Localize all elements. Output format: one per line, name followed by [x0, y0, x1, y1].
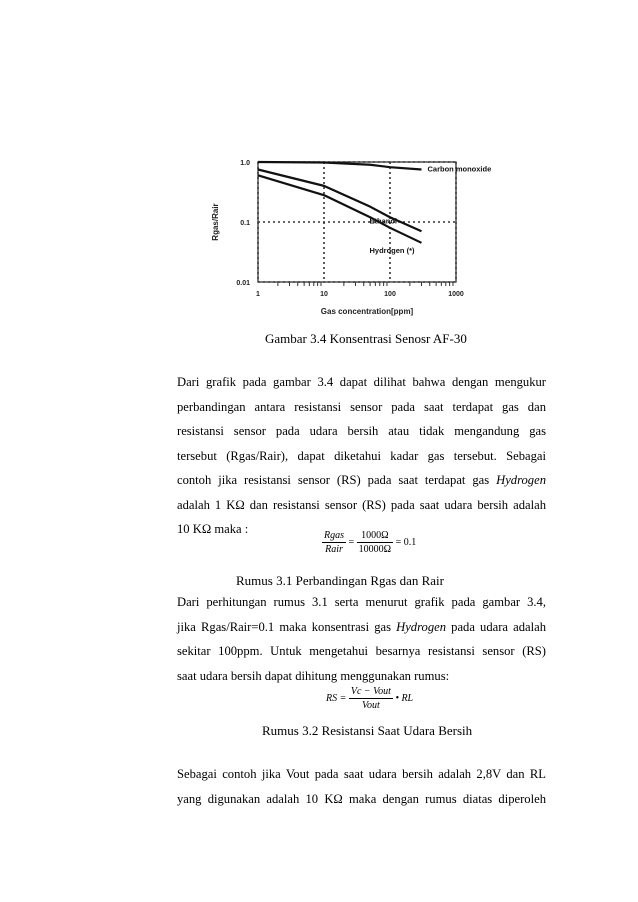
formula1-rair: Rair [325, 544, 343, 555]
x-tick-label: 1 [256, 291, 260, 298]
para1-hydrogen-emphasis: Hydrogen [496, 473, 546, 487]
formula-2 [326, 686, 413, 711]
para2-line-2 [177, 615, 546, 640]
formula1-caption: Rumus 3.1 Perbandingan Rgas dan Rair [236, 573, 444, 588]
formula2-denominator: Vout [362, 700, 380, 711]
formula1-left-fraction [322, 530, 346, 555]
formula2-rhs: • RL [395, 692, 414, 704]
y-tick-label: 0.01 [236, 280, 250, 287]
para1-line-1: Dari grafik pada gambar 3.4 dapat dilihat bahwa dengan mengukur [177, 375, 546, 389]
paragraph-3 [177, 762, 546, 811]
paragraph-2 [177, 590, 546, 688]
para2-line-4: saat udara bersih dapat dihitung menggunakan rumus: [177, 668, 450, 683]
para1-line-5-text: contoh jika resistansi sensor (RS) pada saat terdapat gas [177, 473, 490, 487]
para3-line-2: yang digunakan adalah 10 KΩ maka dengan rumus diatas diperoleh [177, 791, 546, 806]
para1-line-7: 10 KΩ maka : [177, 522, 249, 536]
para1-line-3: resistansi sensor pada udara bersih atau tidak mengandung gas [177, 424, 546, 438]
para1-line-4: tersebut (Rgas/Rair), dapat diketahui kadar gas tersebut. Sebagai [177, 448, 546, 463]
para2-line-2-before: jika Rgas/Rair=0.1 maka konsentrasi gas [177, 619, 391, 634]
y-tick-label: 1.0 [240, 160, 250, 167]
formula1-numerator: 1000Ω [357, 530, 393, 543]
series-label-2: Ethanol [369, 216, 397, 226]
para1-line-6: adalah 1 KΩ dan resistansi sensor (RS) pada saat udara bersih adalah [177, 497, 546, 512]
para1-line-2: perbandingan antara resistansi sensor pada saat terdapat gas dan [177, 399, 546, 414]
figure-caption: Gambar 3.4 Konsentrasi Senosr AF-30 [265, 331, 467, 346]
x-tick-label: 100 [384, 291, 396, 298]
para2-hydrogen-emphasis: Hydrogen [396, 619, 447, 634]
formula1-rgas: Rgas [324, 530, 344, 541]
para2-line-3: sekitar 100ppm. Untuk mengetahui besarnya resistansi sensor (RS) [177, 644, 546, 658]
formula-1 [322, 530, 416, 555]
para1-line-5 [177, 468, 546, 493]
chart-svg [196, 126, 492, 326]
y-axis-label: Rgas/Rair [211, 203, 220, 241]
series-line-3 [258, 175, 421, 242]
formula2-lhs: RS = [326, 692, 347, 704]
series-label-3: Hydrogen (*) [369, 245, 415, 255]
para3-line-1: Sebagai contoh jika Vout pada saat udara bersih adalah 2,8V dan RL [177, 767, 546, 781]
series-line-1 [258, 162, 421, 169]
x-tick-label: 1000 [448, 291, 464, 298]
formula2-caption: Rumus 3.2 Resistansi Saat Udara Bersih [262, 723, 473, 738]
para2-line-2-after: pada udara adalah [451, 619, 546, 634]
formula2-fraction [349, 686, 393, 711]
x-tick-label: 10 [320, 291, 328, 298]
sensor-chart [196, 126, 492, 326]
formula1-denominator: 10000Ω [358, 544, 392, 555]
paragraph-1 [177, 370, 546, 542]
plot-frame [258, 162, 456, 282]
formula1-right-fraction [357, 530, 393, 555]
formula1-equals: = [348, 536, 355, 548]
para2-line-1: Dari perhitungan rumus 3.1 serta menurut grafik pada gambar 3.4, [177, 595, 546, 609]
x-axis-label: Gas concentration[ppm] [320, 307, 414, 316]
formula1-result: = 0.1 [395, 536, 417, 548]
y-tick-label: 0.1 [240, 220, 250, 227]
series-label-1: Carbon monoxide [427, 164, 492, 174]
formula2-numerator: Vc − Vout [350, 686, 391, 697]
